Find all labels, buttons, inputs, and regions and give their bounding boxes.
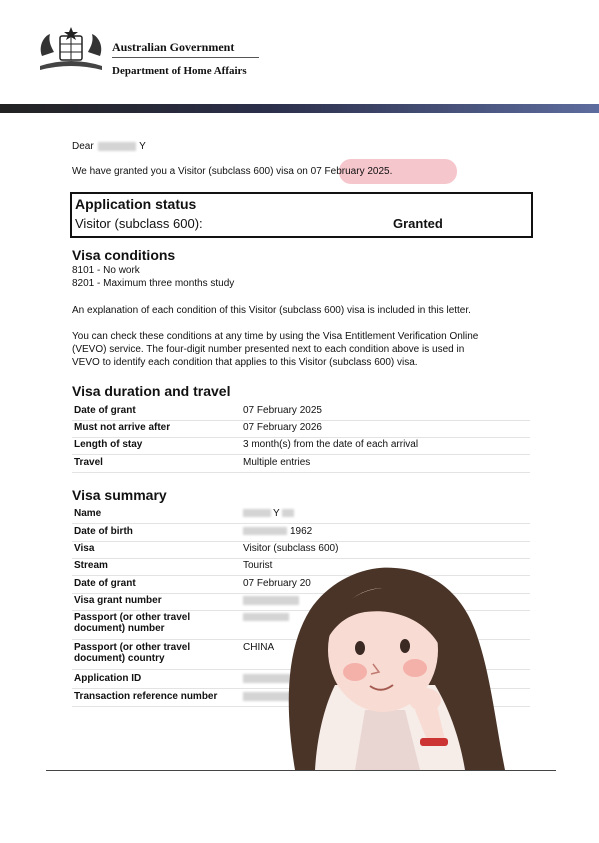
letterhead bbox=[0, 0, 599, 104]
grant-sentence bbox=[72, 166, 392, 178]
row-label: Visa bbox=[74, 543, 95, 554]
cartoon-girl-sticker bbox=[255, 560, 525, 770]
coat-of-arms-icon bbox=[36, 26, 106, 76]
row-label: Date of grant bbox=[74, 578, 136, 589]
vevo-line-1: You can check these conditions at any time by using the Visa Entitlement Verification Online bbox=[72, 331, 479, 342]
row-value bbox=[243, 526, 312, 537]
row-value: Visitor (subclass 600) bbox=[243, 543, 339, 554]
salutation bbox=[72, 141, 146, 153]
row-value bbox=[243, 508, 294, 519]
visa-summary-heading: Visa summary bbox=[72, 487, 167, 503]
row-value: CHINA bbox=[243, 642, 275, 653]
conditions-explanation: An explanation of each condition of this Visitor (subclass 600) visa is included in this letter. bbox=[72, 305, 471, 316]
department-name: Department of Home Affairs bbox=[112, 65, 247, 77]
table-row bbox=[72, 437, 530, 455]
table-row bbox=[72, 420, 530, 438]
row-label: Transaction reference number bbox=[74, 691, 218, 702]
redacted-value bbox=[282, 509, 294, 517]
condition-8201: 8201 - Maximum three months study bbox=[72, 278, 235, 289]
table-row bbox=[72, 403, 530, 421]
row-label: Stream bbox=[74, 560, 108, 571]
vevo-line-3: VEVO to identify each condition that applies to this Visitor (subclass 600) visa. bbox=[72, 357, 418, 368]
table-row bbox=[72, 541, 530, 559]
redacted-name bbox=[98, 142, 136, 151]
footer-divider bbox=[46, 770, 556, 771]
grant-sentence-text: We have granted you a Visitor (subclass 600) visa on bbox=[72, 166, 308, 177]
visa-duration-heading: Visa duration and travel bbox=[72, 383, 231, 399]
table-row bbox=[72, 506, 530, 524]
row-label: Date of birth bbox=[74, 526, 133, 537]
application-status-box bbox=[70, 192, 533, 238]
row-label: Visa grant number bbox=[74, 595, 162, 606]
table-row bbox=[72, 455, 530, 473]
row-label: Length of stay bbox=[74, 439, 143, 450]
row-label: Passport (or other travel document) country bbox=[74, 642, 191, 664]
row-label: Name bbox=[74, 508, 102, 519]
application-status-value: Granted bbox=[393, 216, 443, 231]
row-value: Tourist bbox=[243, 560, 273, 571]
row-label: Must not arrive after bbox=[74, 422, 171, 433]
grant-sentence-date: 07 February 2025. bbox=[310, 166, 393, 177]
redacted-value bbox=[243, 527, 287, 535]
row-value: 07 February 2026 bbox=[243, 422, 322, 433]
row-value-text: 1962 bbox=[290, 526, 313, 537]
header-divider bbox=[112, 57, 259, 58]
row-value-text: Y bbox=[273, 508, 280, 519]
government-name: Australian Government bbox=[112, 40, 235, 54]
salutation-text: Dear bbox=[72, 141, 94, 152]
row-label: Application ID bbox=[74, 673, 142, 684]
application-status-label: Visitor (subclass 600): bbox=[75, 216, 203, 231]
row-value: 07 February 20 bbox=[243, 578, 311, 589]
name-suffix: Y bbox=[139, 141, 146, 152]
vevo-line-2: (VEVO) service. The four-digit number presented next to each condition above is used in bbox=[72, 344, 465, 355]
row-value: 3 month(s) from the date of each arrival bbox=[243, 439, 419, 450]
row-value: Multiple entries bbox=[243, 457, 311, 468]
condition-8101: 8101 - No work bbox=[72, 265, 140, 276]
visa-conditions-heading: Visa conditions bbox=[72, 247, 176, 263]
application-status-heading: Application status bbox=[75, 196, 197, 212]
row-label: Passport (or other travel document) number bbox=[74, 612, 191, 634]
redacted-value bbox=[243, 509, 271, 517]
table-row bbox=[72, 524, 530, 542]
row-label: Travel bbox=[74, 457, 103, 468]
header-band bbox=[0, 104, 599, 113]
row-value: 07 February 2025 bbox=[243, 405, 322, 416]
row-label: Date of grant bbox=[74, 405, 136, 416]
